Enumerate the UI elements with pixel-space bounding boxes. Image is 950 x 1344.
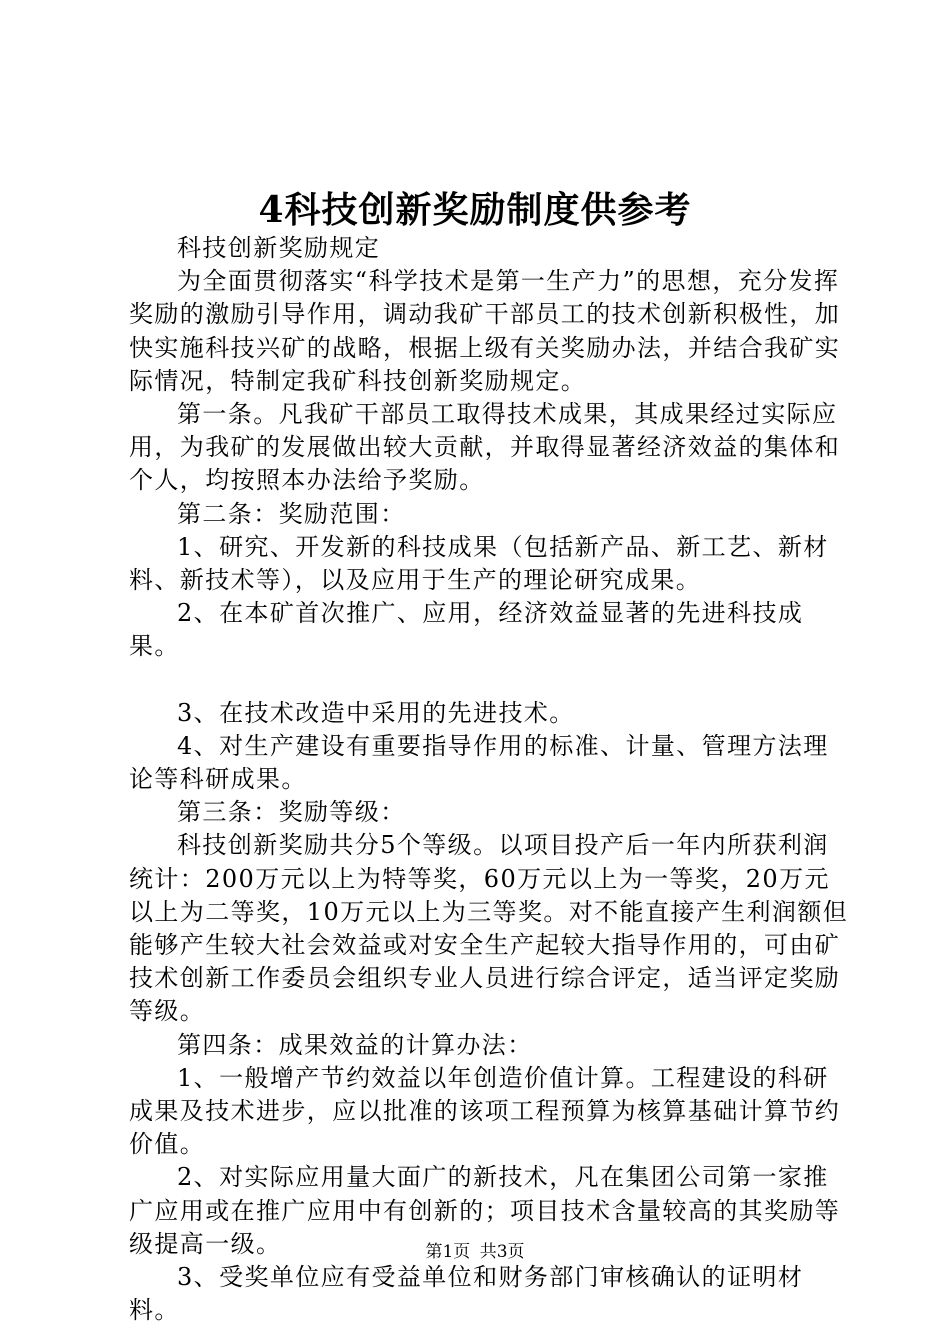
section-heading: 科技创新奖励规定: [177, 234, 381, 262]
article-one: 第一条。凡我矿干部员工取得技术成果，其成果经过实际应用，为我矿的发展做出较大贡献，并取得显著经济效益的集体和个人，均按照本办法给予奖励。: [129, 400, 841, 495]
award-levels-paragraph: 科技创新奖励共分5个等级。以项目投产后一年内所获利润统计：200万元以上为特等奖，60万元以上为一等奖，20万元以上为二等奖，10万元以上为三等奖。对不能直接产生利润额但能够产生较大社会效益或对安全生产起较大指导作用的，可由矿技术创新工作委员会组织专业人员进行综合评定，适当评定奖励等级。: [129, 831, 849, 1026]
intro-paragraph: 为全面贯彻落实“科学技术是第一生产力”的思想，充分发挥奖励的激励引导作用，调动我矿干部员工的技术创新积极性，加快实施科技兴矿的战略，根据上级有关奖励办法，并结合我矿实际情况，特制定我矿科技创新奖励规定。: [129, 267, 841, 395]
calculation-item-3: 3、受奖单位应有受益单位和财务部门审核确认的证明材料。: [129, 1263, 804, 1325]
article-four-heading: 第四条：成果效益的计算办法：: [177, 1030, 533, 1059]
scope-item-3: 3、在技术改造中采用的先进技术。: [177, 698, 575, 727]
page-footer: [0, 1240, 950, 1264]
page-total: 共3页: [479, 1242, 525, 1262]
calculation-item-1: 1、一般增产节约效益以年创造价值计算。工程建设的科研成果及技术进步，应以批准的该项工程预算为核算基础计算节约价值。: [129, 1063, 841, 1159]
scope-item-1: 1、研究、开发新的科技成果（包括新产品、新工艺、新材料、新技术等），以及应用于生产的理论研究成果。: [129, 532, 829, 595]
scope-item-2: 2、在本矿首次推广、应用，经济效益显著的先进科技成果。: [129, 599, 804, 661]
article-three-heading: 第三条：奖励等级：: [177, 798, 406, 827]
article-two-heading: 第二条：奖励范围：: [177, 499, 406, 528]
document-title: 4科技创新奖励制度供参考: [258, 189, 692, 231]
calculation-item-2: 2、对实际应用量大面广的新技术，凡在集团公司第一家推广应用或在推广应用中有创新的；项目技术含量较高的其奖励等级提高一级。: [129, 1163, 841, 1258]
scope-item-4: 4、对生产建设有重要指导作用的标准、计量、管理方法理论等科研成果。: [129, 731, 829, 794]
document-body: [129, 232, 851, 1328]
page-number: 第1页: [425, 1242, 471, 1262]
